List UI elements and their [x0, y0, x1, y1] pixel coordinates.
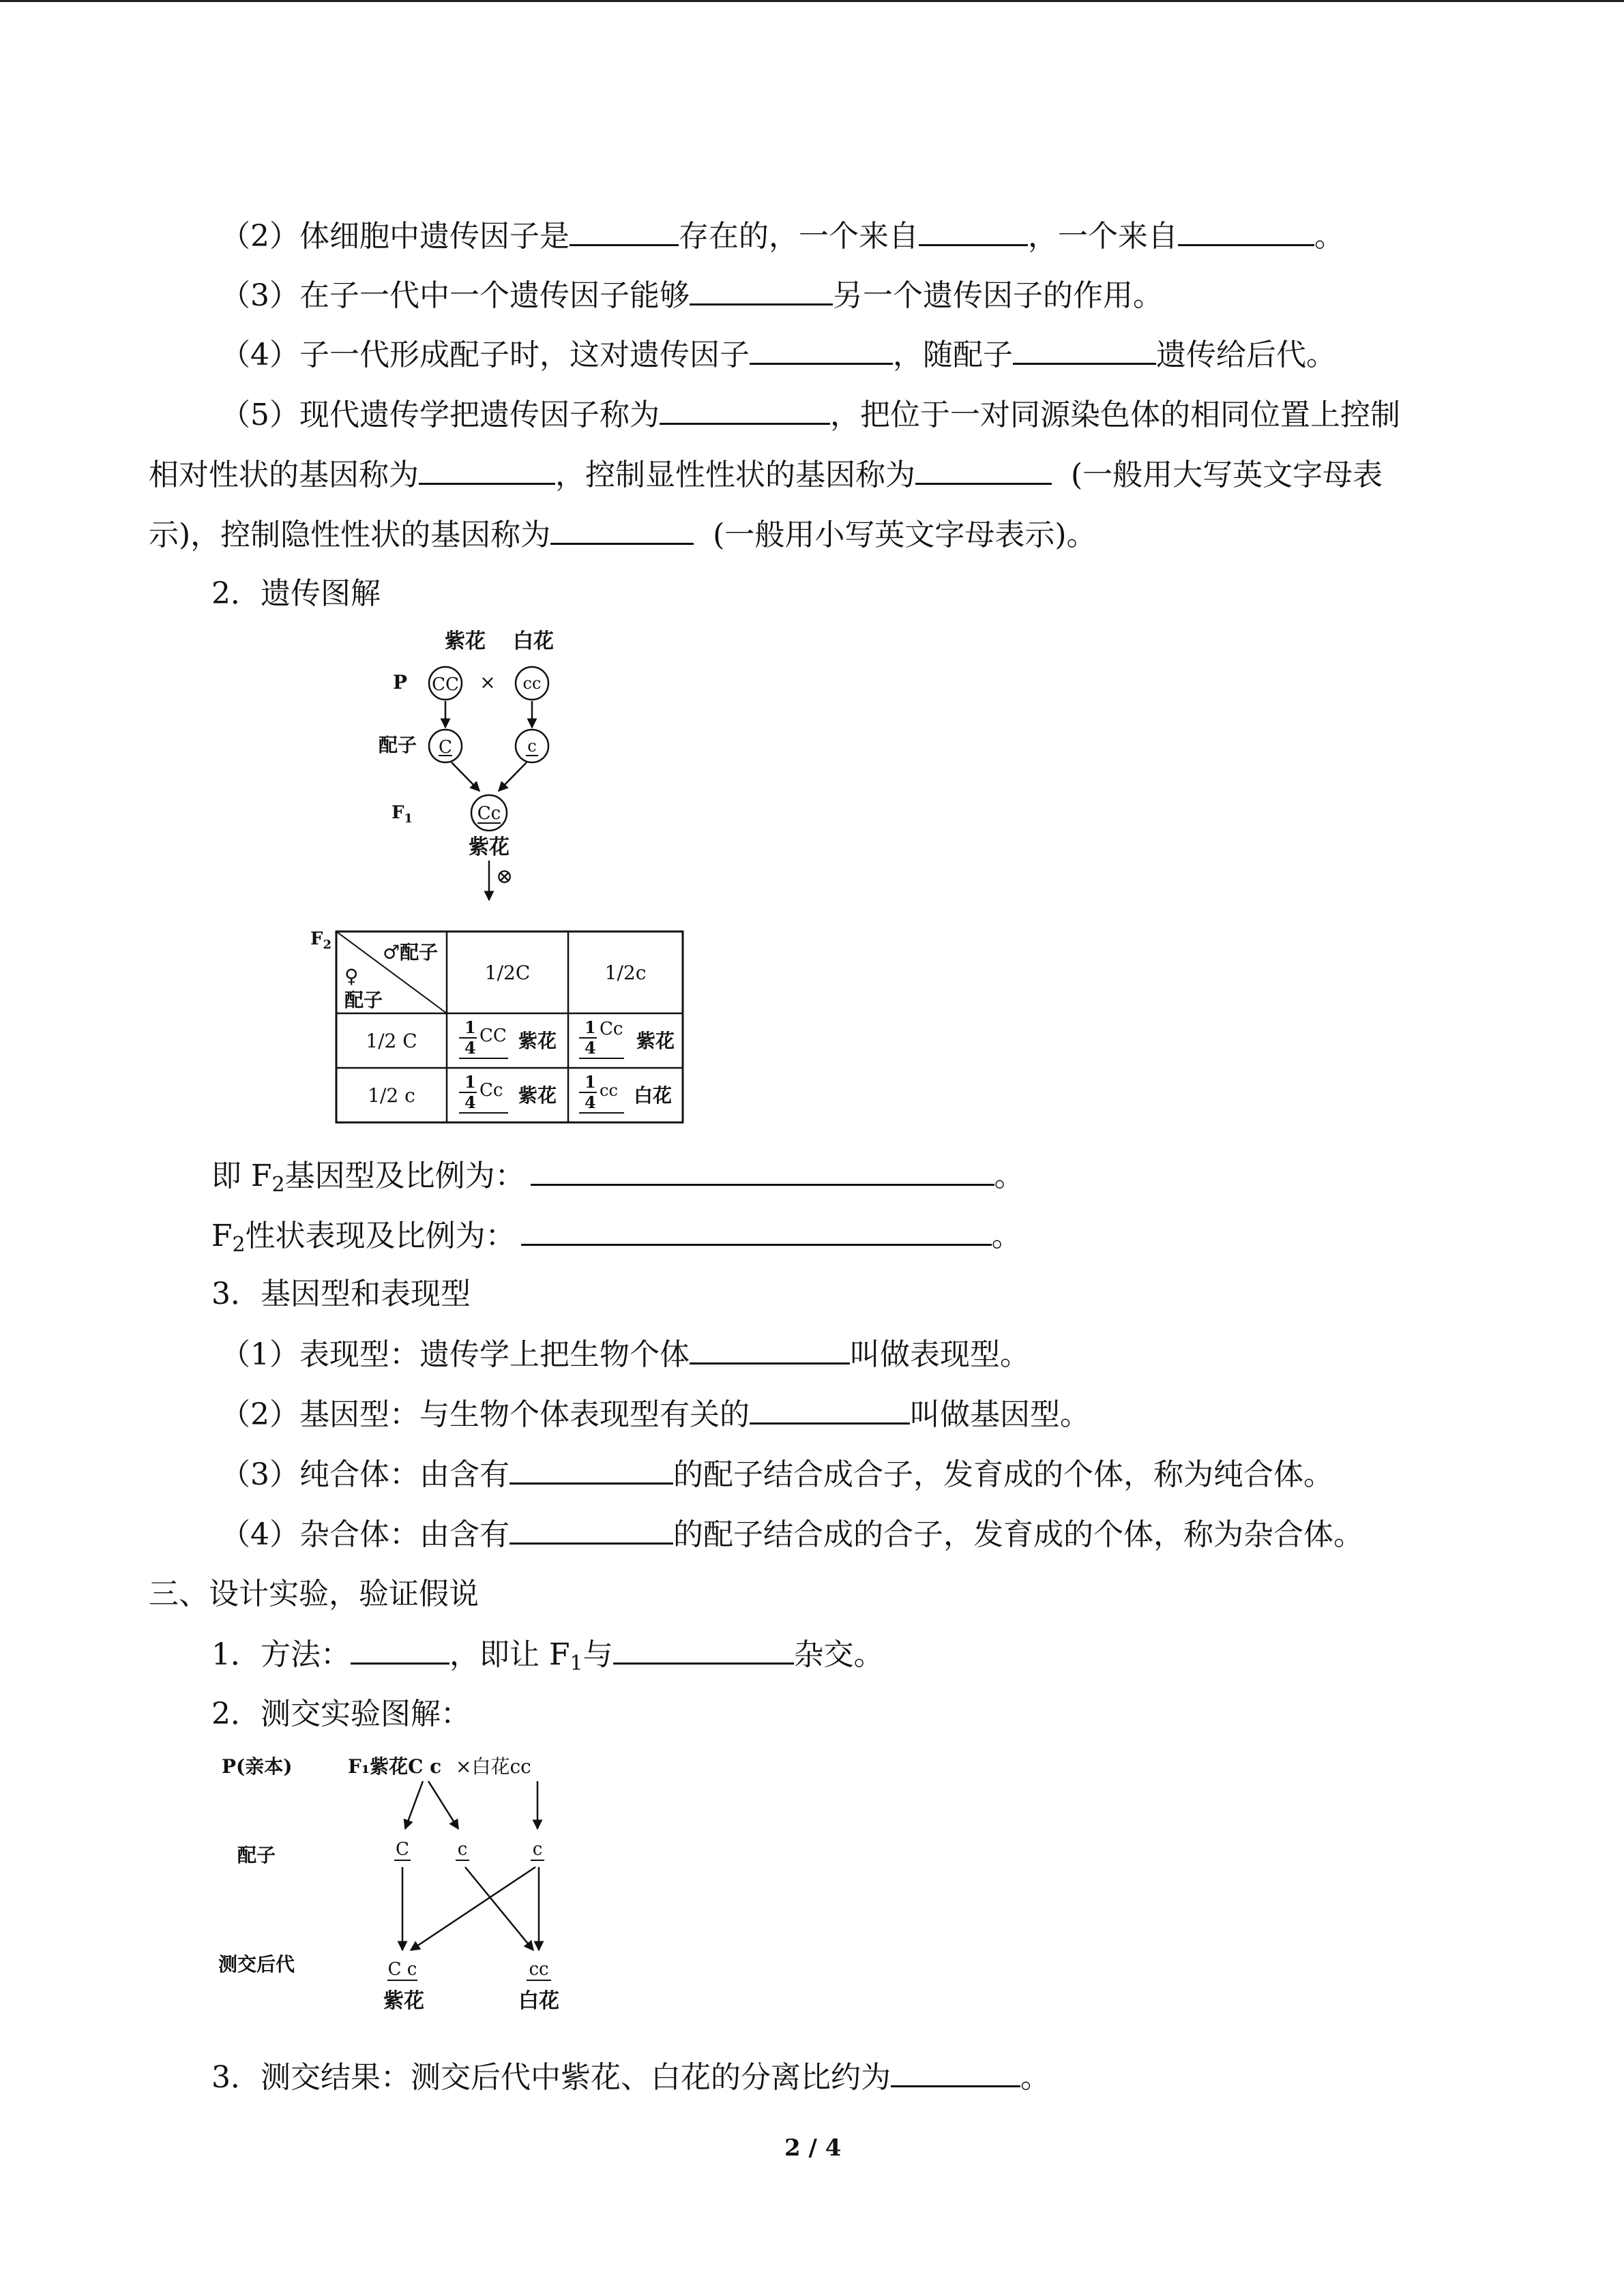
item-5-line-2 — [149, 456, 1383, 494]
answer-blank — [1178, 217, 1314, 246]
text: (一般用大写英文字母表 — [1071, 458, 1383, 492]
p-label: P — [393, 671, 408, 694]
item-3-text — [220, 276, 1163, 315]
answer-blank — [919, 217, 1028, 246]
f1-label: $F_1$ — [392, 803, 413, 826]
svg-text:4: 4 — [464, 1092, 476, 1112]
f2-phenotype-ratio: $F_2$性状表现及比例为： 。 — [211, 1217, 1022, 1255]
answer-blank — [351, 1635, 449, 1665]
male-gamete-header: ♂配子 — [383, 941, 439, 964]
answer-blank — [550, 516, 694, 545]
gamete-label: 配子 — [237, 1844, 276, 1866]
svg-text:4: 4 — [464, 1038, 476, 1058]
top-border — [0, 0, 1624, 2]
cc-label: CC — [432, 674, 459, 695]
answer-blank — [891, 2058, 1020, 2087]
svg-text:1: 1 — [464, 1017, 476, 1037]
text: ，一个来自 — [1028, 219, 1178, 254]
answer-blank — [570, 217, 679, 246]
answer-blank — [915, 456, 1052, 485]
f2-label: $F_2$ — [310, 929, 331, 952]
svg-text:1: 1 — [585, 1017, 596, 1037]
answer-blank — [1013, 336, 1156, 365]
svg-text:cc: cc — [600, 1081, 618, 1100]
parent-purple: F₁紫花C c — [348, 1755, 442, 1778]
text: 遗传给后代。 — [1156, 338, 1336, 372]
cc-small-label: cc — [522, 674, 542, 693]
selfing-symbol: ⊗ — [496, 865, 514, 889]
text: （4）子一代形成配子时，这对遗传因子 — [220, 338, 750, 372]
answer-blank — [613, 1635, 794, 1665]
svg-text:紫花: 紫花 — [518, 1030, 557, 1052]
answer-blank — [510, 1455, 673, 1485]
svg-text:白花: 白花 — [634, 1084, 673, 1107]
f2-genotype-ratio: 即 $F_2$基因型及比例为： 。 — [211, 1157, 1024, 1195]
offspring-label: 测交后代 — [218, 1953, 295, 1976]
arrow — [452, 762, 479, 791]
purple-label: 紫花 — [445, 629, 486, 653]
arrow — [405, 1781, 423, 1829]
text: （3）在子一代中一个遗传因子能够 — [220, 278, 690, 313]
gamete-c: c — [457, 1839, 468, 1860]
f1-genotype: Cc — [477, 803, 501, 824]
cell-cc-purple — [579, 1017, 675, 1058]
cell-cc-purple — [459, 1017, 557, 1058]
testcross-result: 3．测交结果：测交后代中紫花、白花的分离比约为 。 — [211, 2058, 1050, 2097]
text: （2）体细胞中遗传因子是 — [220, 219, 570, 254]
f1-phenotype: 紫花 — [469, 835, 510, 859]
text: ，随配子 — [893, 338, 1013, 372]
svg-text:4: 4 — [585, 1038, 596, 1058]
white-label: 白花 — [513, 629, 554, 653]
cross-symbol: × — [479, 671, 496, 694]
svg-text:紫花: 紫花 — [636, 1030, 675, 1052]
answer-blank — [750, 336, 893, 365]
cell-cc-white — [579, 1072, 672, 1113]
gamete-c: C — [396, 1839, 409, 1860]
homozygote-def: （3）纯合体：由含有 的配子结合成合子，发育成的个体，称为纯合体。 — [220, 1455, 1333, 1494]
svg-text:Cc: Cc — [479, 1080, 503, 1101]
testcross-diagram — [218, 1746, 628, 2025]
offspring-phenotype: 紫花 — [383, 1989, 424, 2013]
text: （5）现代遗传学把遗传因子称为 — [220, 398, 660, 432]
female-gamete-header: 配子 — [344, 989, 383, 1011]
genotype-def: （2）基因型：与生物个体表现型有关的 叫做基因型。 — [220, 1395, 1090, 1434]
svg-text:1: 1 — [585, 1072, 596, 1092]
page-number: 2 / 4 — [784, 2134, 842, 2162]
offspring-genotype: cc — [529, 1959, 549, 1980]
section-heading: 3．基因型和表现型 — [211, 1277, 471, 1311]
text: 示)，控制隐性性状的基因称为 — [149, 518, 551, 552]
text: 存在的，一个来自 — [679, 219, 919, 254]
gamete-label: 配子 — [379, 734, 417, 756]
row-header: 1/2 C — [366, 1030, 417, 1052]
text: ，把位于一对同源染色体的相同位置上控制 — [830, 398, 1400, 432]
parent-label: P(亲本) — [222, 1755, 293, 1778]
testcross-diagram-title: 2．测交实验图解： — [211, 1697, 471, 1731]
svg-text:Cc: Cc — [600, 1019, 623, 1039]
col-header: 1/2c — [604, 961, 647, 984]
svg-text:紫花: 紫花 — [518, 1084, 557, 1107]
gamete-c: c — [527, 736, 537, 756]
answer-blank — [660, 396, 830, 425]
answer-blank — [521, 1217, 992, 1246]
answer-blank — [750, 1395, 910, 1425]
arrow — [499, 762, 527, 791]
text: (一般用小写英文字母表示)。 — [713, 518, 1097, 552]
text: 另一个遗传因子的作用。 — [833, 278, 1163, 313]
answer-blank — [531, 1157, 994, 1186]
svg-text:4: 4 — [585, 1092, 596, 1112]
item-4-text — [220, 336, 1336, 374]
parent-white: ×白花cc — [456, 1755, 531, 1778]
part-heading: 三、设计实验，验证假说 — [149, 1577, 479, 1611]
cross-diagram — [368, 621, 587, 907]
female-symbol: ♀ — [344, 965, 359, 987]
method-line: 1．方法： ，即让 $F_1$与 杂交。 — [211, 1635, 884, 1674]
arrow — [465, 1867, 533, 1950]
answer-blank — [510, 1515, 673, 1545]
answer-blank — [690, 1335, 850, 1365]
answer-blank — [690, 276, 833, 305]
row-header: 1/2 c — [368, 1084, 415, 1107]
item-5-line-1 — [220, 396, 1400, 434]
phenotype-def: （1）表现型：遗传学上把生物个体 叫做表现型。 — [220, 1335, 1030, 1374]
offspring-genotype: C c — [387, 1959, 417, 1980]
punnett-table — [310, 924, 692, 1125]
cell-cc-purple — [459, 1072, 557, 1113]
text: 相对性状的基因称为 — [149, 458, 419, 492]
arrow — [428, 1781, 458, 1829]
svg-text:1: 1 — [464, 1072, 476, 1092]
answer-blank — [419, 456, 555, 485]
text: ，控制显性性状的基因称为 — [555, 458, 915, 492]
section-heading: 2．遗传图解 — [211, 576, 381, 611]
item-5-line-3 — [149, 516, 1097, 554]
item-2-text — [220, 217, 1344, 256]
heterozygote-def: （4）杂合体：由含有 的配子结合成的合子，发育成的个体，称为杂合体。 — [220, 1515, 1363, 1554]
arrow — [411, 1867, 535, 1950]
gamete-c: C — [439, 737, 452, 758]
gamete-c: c — [532, 1839, 543, 1860]
offspring-phenotype: 白花 — [518, 1989, 559, 2013]
svg-text:CC: CC — [479, 1026, 507, 1046]
text: 。 — [1314, 219, 1344, 254]
col-header: 1/2C — [484, 961, 531, 984]
